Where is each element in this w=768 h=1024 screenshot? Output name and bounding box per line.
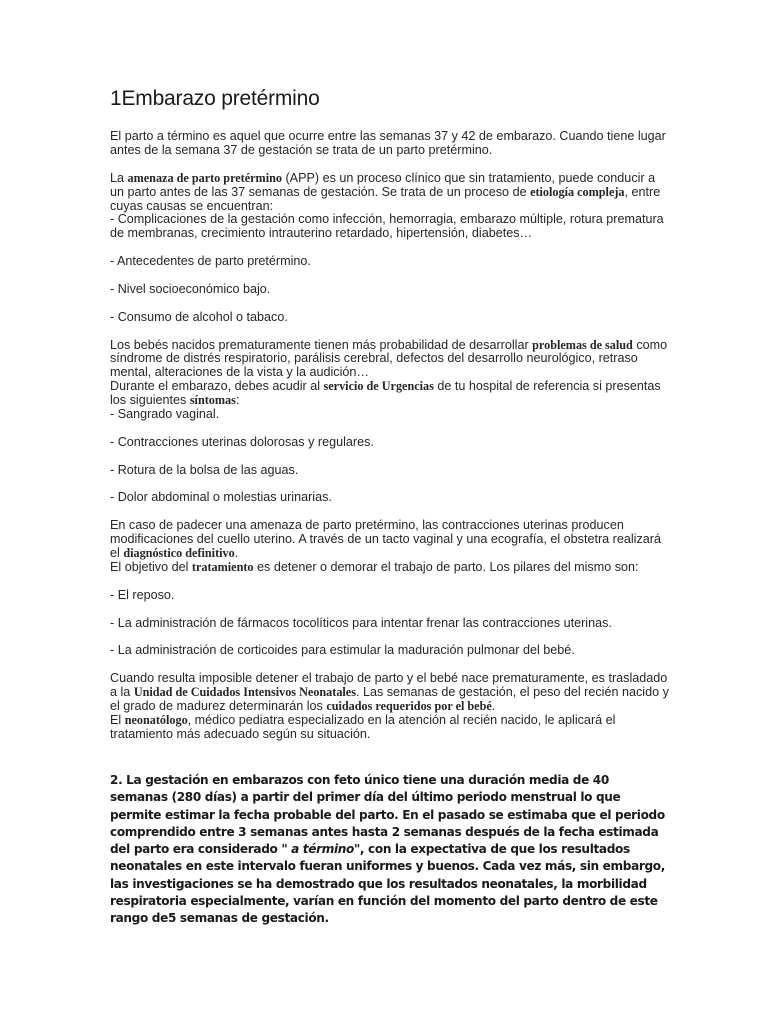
document-page bbox=[110, 86, 670, 756]
risks-paragraph bbox=[110, 339, 670, 422]
text-run: En caso de padecer una amenaza de parto pretérmino, las contracciones uterinas producen modificaciones del cuello uterino. A través de un tacto vaginal y una ecografía, el obstetra realizará el bbox=[110, 518, 661, 561]
section-2-paragraph bbox=[110, 772, 666, 928]
bold-term: neonatólogo bbox=[124, 712, 188, 727]
list-item: - Dolor abdominal o molestias urinarias. bbox=[110, 490, 332, 505]
list-item: - Rotura de la bolsa de las aguas. bbox=[110, 462, 299, 477]
app-paragraph bbox=[110, 172, 670, 242]
italic-term: a término bbox=[291, 842, 354, 857]
text-run: El objetivo del bbox=[110, 559, 192, 574]
bold-term: servicio de Urgencias bbox=[323, 379, 434, 394]
text-run: . Las semanas de gestación, el peso del recién nacido y el grado de madurez determinarán los bbox=[110, 685, 669, 713]
list-item: - Complicaciones de la gestación como infección, hemorragia, embarazo múltiple, rotura prematura de membranas, crecimiento intrauterino retardado, hipertensión, diabetes… bbox=[110, 212, 664, 241]
text-run: como síndrome de distrés respiratorio, parálisis cerebral, defectos del desarrollo neurológico, retraso mental, alteraciones de la vista y la audición… bbox=[110, 337, 668, 380]
list-item: - Sangrado vaginal. bbox=[110, 407, 220, 422]
text-run: Los bebés nacidos prematuramente tienen más probabilidad de desarrollar bbox=[110, 337, 533, 352]
text-run: (APP) es un proceso clínico que sin tratamiento, puede conducir a un parto antes de las 37 semanas de gestación. Se trata de un proceso de bbox=[110, 170, 656, 199]
text-run: . bbox=[491, 698, 496, 713]
bold-term: etiología compleja bbox=[530, 184, 625, 199]
text-run: de tu hospital de referencia si presentas los siguientes bbox=[110, 379, 661, 408]
text-run: . bbox=[234, 546, 239, 561]
text-run: : bbox=[235, 393, 240, 408]
text-run: La bbox=[110, 170, 128, 185]
bold-term: tratamiento bbox=[191, 559, 254, 574]
text-run: , médico pediatra especializado en la atención al recién nacido, le aplicará el tratamiento más adecuado según su situación. bbox=[110, 712, 616, 741]
list-item: - La administración de fármacos tocolíticos para intentar frenar las contracciones uterinas. bbox=[110, 615, 612, 630]
list-item: - Nivel socioeconómico bajo. bbox=[110, 281, 271, 296]
bold-term: diagnóstico definitivo bbox=[123, 546, 235, 561]
text-run: La gestación en embarazos con feto único tiene una duración media de 40 semanas (280 días) a partir del primer día del último periodo menstrual lo que permite estimar la fecha probable del parto. En el pasado se estimaba que el periodo comprendido entre 3 semanas antes hasta 2 semanas después de la fecha estimada del parto era considerado " bbox=[110, 773, 665, 857]
text-run: Durante el embarazo, debes acudir al bbox=[110, 379, 324, 394]
intro-paragraph: El parto a término es aquel que ocurre entre las semanas 37 y 42 de embarazo. Cuando tiene lugar antes de la semana 37 de gestación se trata de un parto pretérmino. bbox=[110, 129, 666, 157]
bold-term: Unidad de Cuidados Intensivos Neonatales bbox=[133, 685, 356, 700]
text-run: Cuando resulta imposible detener el trabajo de parto y el bebé nace prematuramente, es trasladado a la bbox=[110, 671, 668, 700]
text-run: es detener o demorar el trabajo de parto. Los pilares del mismo son: bbox=[253, 559, 639, 574]
list-item: - Contracciones uterinas dolorosas y regulares. bbox=[110, 434, 374, 449]
text-run: ", con la expectativa de que los resultados neonatales en este intervalo fueran uniformes y buenos. Cada vez más, sin embargo, las investigaciones se ha demostrado que los resultados neonatales, la morbilidad respiratoria especialmente, varían en función del momento del parto dentro de este rango de5 semanas de gestación. bbox=[110, 842, 666, 926]
bold-term: síntomas bbox=[189, 393, 236, 408]
list-item: - Antecedentes de parto pretérmino. bbox=[110, 254, 311, 269]
text-run: El bbox=[110, 712, 125, 727]
neonatal-paragraph bbox=[110, 672, 670, 742]
document-title: 1Embarazo pretérmino bbox=[110, 87, 320, 110]
bold-term: problemas de salud bbox=[532, 337, 633, 352]
text-run: , entre cuyas causas se encuentran: bbox=[110, 184, 661, 213]
section-number: 2. bbox=[110, 773, 123, 787]
list-item: - El reposo. bbox=[110, 587, 175, 602]
bold-term: amenaza de parto pretérmino bbox=[127, 170, 282, 185]
list-item: - Consumo de alcohol o tabaco. bbox=[110, 309, 288, 324]
list-item: - La administración de corticoides para estimular la maduración pulmonar del bebé. bbox=[110, 643, 575, 658]
bold-term: cuidados requeridos por el bebé bbox=[326, 698, 492, 713]
diagnosis-paragraph bbox=[110, 519, 670, 575]
